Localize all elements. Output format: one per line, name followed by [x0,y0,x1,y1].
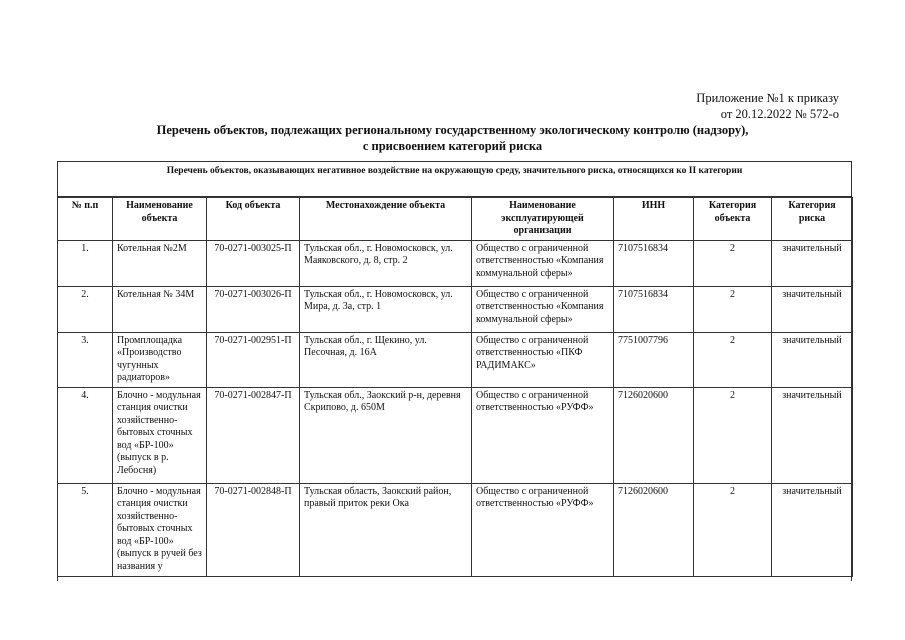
header-risk: Категория риска [772,198,853,241]
cell-risk: значительный [772,483,853,576]
table-row [58,286,853,332]
cell-operator: Общество с ограниченной ответственностью «РУФФ» [472,387,614,483]
appendix-line-2: от 20.12.2022 № 572-о [720,107,839,121]
cell-code: 70-0271-002951-П [207,332,300,387]
cell-inn: 7751007796 [614,332,694,387]
appendix-reference [696,90,839,122]
cell-operator: Общество с ограниченной ответственностью «РУФФ» [472,483,614,576]
cell-location: Тульская обл., г. Новомосковск, ул. Маяковского, д. 8, стр. 2 [300,240,472,286]
header-location: Местонахождение объекта [300,198,472,241]
cell-code: 70-0271-003025-П [207,240,300,286]
cell-location: Тульская область, Заокский район, правый приток реки Ока [300,483,472,576]
table-row [58,483,853,576]
cell-risk: значительный [772,387,853,483]
cell-category: 2 [694,483,772,576]
cell-category: 2 [694,332,772,387]
cell-num: 1. [58,240,113,286]
cell-name: Котельная №2М [113,240,207,286]
cell-category: 2 [694,286,772,332]
cell-inn: 7107516834 [614,240,694,286]
cell-category: 2 [694,387,772,483]
cell-operator: Общество с ограниченной ответственностью «ПКФ РАДИМАКС» [472,332,614,387]
cell-code: 70-0271-002847-П [207,387,300,483]
header-inn: ИНН [614,198,694,241]
document-title [0,122,905,154]
title-line-2: с присвоением категорий риска [362,139,543,153]
cell-inn: 7107516834 [614,286,694,332]
header-row [58,198,853,241]
cell-risk: значительный [772,240,853,286]
cell-name: Блочно - модульная станция очистки хозяйственно-бытовых сточных вод «БР-100» (выпуск в р. Лебосня) [113,387,207,483]
cell-category: 2 [694,240,772,286]
cell-num: 2. [58,286,113,332]
cell-num: 5. [58,483,113,576]
cell-location: Тульская обл., г. Новомосковск, ул. Мира, д. 3а, стр. 1 [300,286,472,332]
cell-name: Блочно - модульная станция очистки хозяйственно-бытовых сточных вод «БР-100» (выпуск в ручей без названия у [113,483,207,576]
table-row [58,240,853,286]
cell-risk: значительный [772,286,853,332]
cell-location: Тульская обл., Заокский р-н, деревня Скрипово, д. 650М [300,387,472,483]
cell-inn: 7126020600 [614,483,694,576]
cell-risk: значительный [772,332,853,387]
cell-num: 4. [58,387,113,483]
cell-inn: 7126020600 [614,387,694,483]
cell-location: Тульская обл., г. Щекино, ул. Песочная, д. 16А [300,332,472,387]
table-row [58,387,853,483]
table-subtitle: Перечень объектов, оказывающих негативное воздействие на окружающую среду, значительного риска, относящихся ко II категории [57,161,852,197]
header-operator: Наименование эксплуатирующей организации [472,198,614,241]
cell-operator: Общество с ограниченной ответственностью «Компания коммунальной сферы» [472,286,614,332]
cell-code: 70-0271-003026-П [207,286,300,332]
cell-code: 70-0271-002848-П [207,483,300,576]
header-code: Код объекта [207,198,300,241]
table-row [58,332,853,387]
header-name: Наименование объекта [113,198,207,241]
cell-operator: Общество с ограниченной ответственностью «Компания коммунальной сферы» [472,240,614,286]
objects-table [57,197,853,577]
header-num: № п.п [58,198,113,241]
cell-name: Промплощадка «Производство чугунных радиаторов» [113,332,207,387]
cell-num: 3. [58,332,113,387]
cell-name: Котельная № 34М [113,286,207,332]
header-category: Категория объекта [694,198,772,241]
appendix-line-1: Приложение №1 к приказу [696,91,839,105]
title-line-1: Перечень объектов, подлежащих региональному государственному экологическому контролю (надзору), [156,123,749,137]
